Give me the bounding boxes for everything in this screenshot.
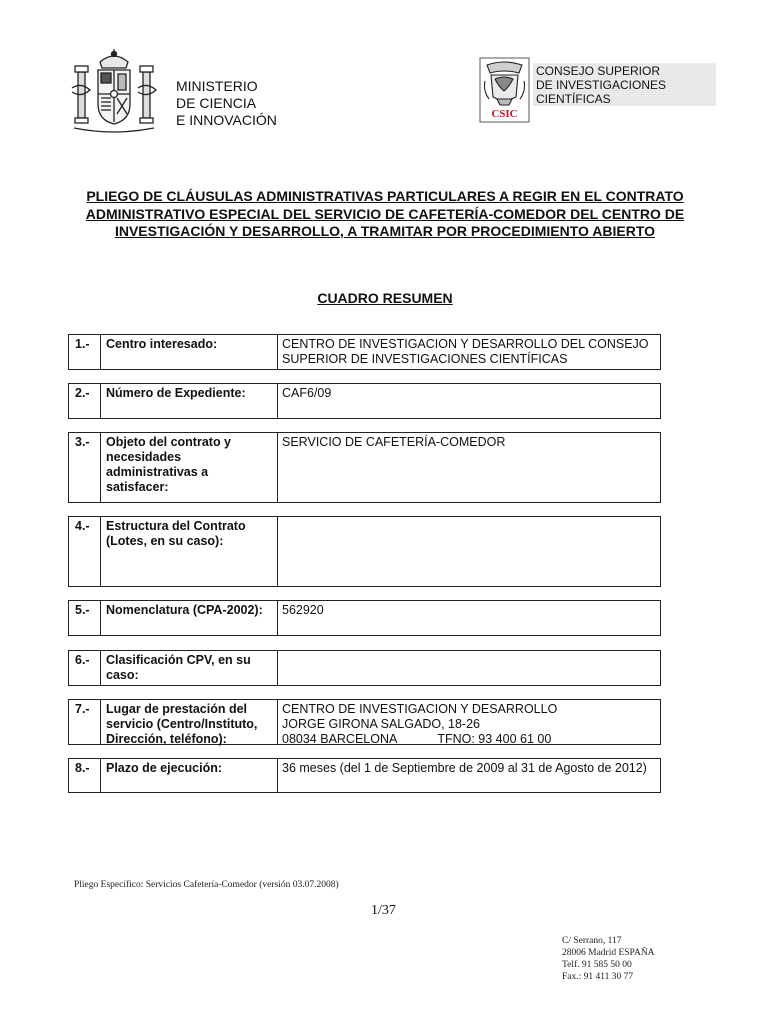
csic-line-3: CIENTÍFICAS	[536, 92, 611, 106]
section-title: CUADRO RESUMEN	[317, 290, 453, 306]
location-phone: TFNO: 93 400 61 00	[437, 732, 552, 746]
address-line-2: 28006 Madrid ESPAÑA	[562, 948, 655, 958]
row-label: Centro interesado:	[101, 335, 278, 369]
row-label: Lugar de prestación del servicio (Centro/Instituto, Dirección, teléfono):	[101, 700, 278, 744]
row-value: 562920	[282, 603, 324, 617]
summary-row-3	[68, 432, 661, 503]
summary-row-5	[68, 600, 661, 636]
location-city: 08034 BARCELONA	[282, 732, 398, 746]
summary-row-1	[68, 334, 661, 370]
postal-address	[562, 935, 655, 983]
address-line-3: Telf. 91 585 50 00	[562, 960, 632, 970]
page-number: 1/37	[371, 903, 396, 918]
row-value: SERVICIO DE CAFETERÍA-COMEDOR	[282, 435, 506, 449]
document-title: PLIEGO DE CLÁUSULAS ADMINISTRATIVAS PARTICULARES A REGIR EN EL CONTRATO ADMINISTRATIVO ESPECIAL DEL SERVICIO DE CAFETERÍA-COMEDOR DEL CENTRO DE INVESTIGACIÓN Y DESARROLLO, A TRAMITAR POR PROCEDIMIENTO ABIERTO	[85, 188, 685, 239]
location-line-3	[282, 732, 656, 747]
row-label: Plazo de ejecución:	[101, 759, 278, 792]
row-label: Número de Expediente:	[101, 384, 278, 418]
row-number: 2.-	[69, 384, 101, 418]
row-value: CAF6/09	[282, 386, 332, 400]
row-number: 8.-	[69, 759, 101, 792]
csic-line-2: DE INVESTIGACIONES	[536, 78, 667, 92]
location-line-1: CENTRO DE INVESTIGACION Y DESARROLLO	[282, 702, 558, 716]
row-number: 5.-	[69, 601, 101, 635]
specification-footer: Pliego Específico: Servicios Cafetería-Comedor (versión 03.07.2008)	[74, 880, 339, 890]
spanish-coat-of-arms-logo	[70, 48, 158, 134]
summary-row-2	[68, 383, 661, 419]
row-label: Clasificación CPV, en su caso:	[101, 651, 278, 685]
summary-row-7	[68, 699, 661, 745]
summary-row-4	[68, 516, 661, 587]
row-number: 1.-	[69, 335, 101, 369]
ministry-name	[176, 78, 277, 129]
row-value: CENTRO DE INVESTIGACION Y DESARROLLO DEL CONSEJO SUPERIOR DE INVESTIGACIONES CIENTÍFICAS	[282, 337, 649, 366]
row-value	[278, 651, 660, 685]
row-label: Objeto del contrato y necesidades administrativas a satisfacer:	[101, 433, 278, 502]
row-number: 3.-	[69, 433, 101, 502]
csic-name-box	[533, 63, 716, 106]
csic-logo-text: CSIC	[491, 108, 518, 120]
row-label: Nomenclatura (CPA-2002):	[101, 601, 278, 635]
row-label: Estructura del Contrato (Lotes, en su caso):	[101, 517, 278, 586]
row-value: 36 meses (del 1 de Septiembre de 2009 al 31 de Agosto de 2012)	[282, 761, 647, 775]
address-line-1: C/ Serrano, 117	[562, 936, 622, 946]
row-value	[278, 517, 660, 586]
address-line-4: Fax.: 91 411 30 77	[562, 972, 634, 982]
ministry-line-1: MINISTERIO	[176, 78, 258, 94]
csic-logo	[479, 57, 530, 123]
row-number: 7.-	[69, 700, 101, 744]
location-line-2: JORGE GIRONA SALGADO, 18-26	[282, 717, 480, 731]
ministry-line-3: E INNOVACIÓN	[176, 112, 277, 128]
summary-row-8	[68, 758, 661, 793]
summary-row-6	[68, 650, 661, 686]
row-number: 6.-	[69, 651, 101, 685]
row-number: 4.-	[69, 517, 101, 586]
ministry-line-2: DE CIENCIA	[176, 95, 257, 111]
csic-line-1: CONSEJO SUPERIOR	[536, 64, 661, 78]
row-value	[278, 700, 660, 744]
